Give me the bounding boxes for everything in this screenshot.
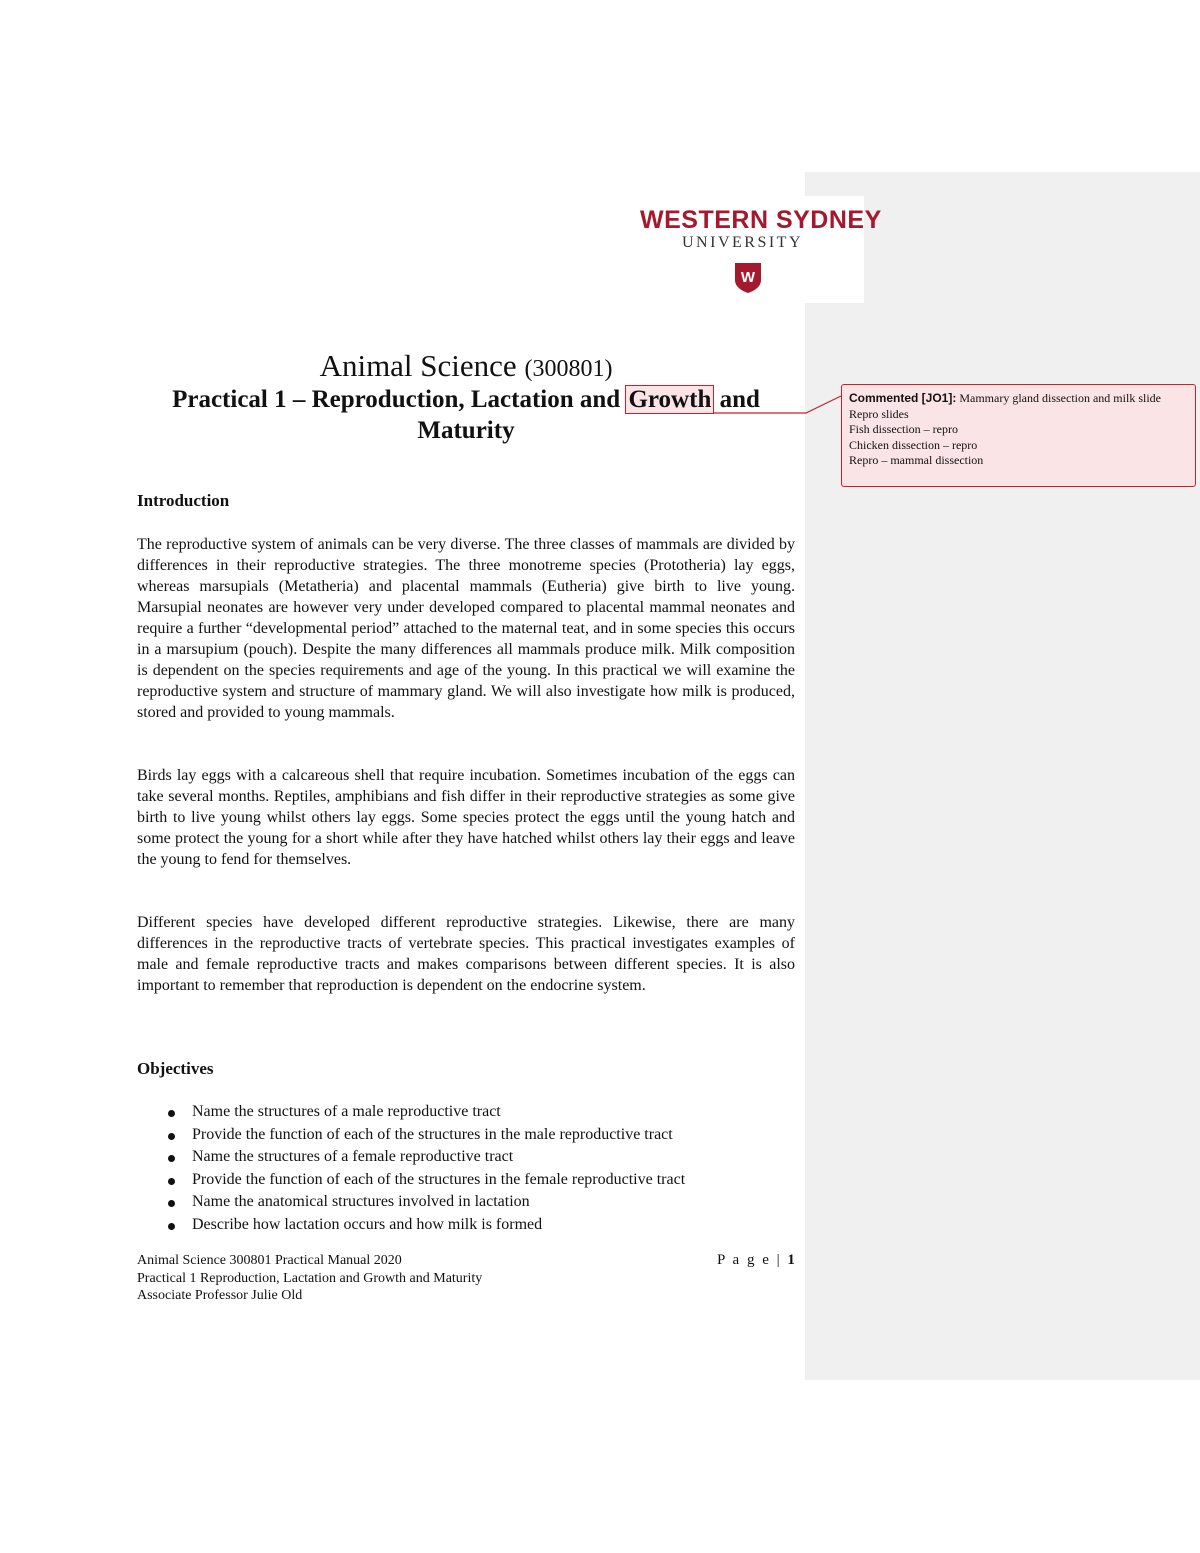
- practical-title: [136, 384, 796, 446]
- list-item: Name the structures of a female reproductive tract: [137, 1146, 797, 1169]
- comment-margin-pane: [805, 172, 1200, 1380]
- svg-text:W: W: [740, 269, 756, 286]
- logo-name-line2: UNIVERSITY: [682, 234, 803, 251]
- bullet-icon: [168, 1223, 175, 1230]
- subtitle-text-after: and Maturity: [417, 386, 760, 444]
- comment-line: Mammary gland dissection and milk slide: [959, 391, 1161, 405]
- comment-line: Repro – mammal dissection: [849, 453, 984, 467]
- course-code: (300801): [524, 356, 613, 382]
- course-title: Animal Science: [319, 348, 517, 383]
- intro-paragraph-2: Birds lay eggs with a calcareous shell that require incubation. Sometimes incubation of the eggs can take several months. Reptiles, amphibians and fish differ in their reproductive strategies as some give birth to live young whilst others lay eggs. Some species protect the eggs until the young hatch and some protect the young for a short while after they have hatched whilst others lay their eggs and leave the young to fend for themselves.: [137, 767, 795, 868]
- bullet-icon: [168, 1133, 175, 1140]
- shield-icon: [734, 262, 762, 294]
- document-title: [136, 347, 796, 388]
- objectives-list: [137, 1101, 797, 1236]
- comment-line: Chicken dissection – repro: [849, 437, 978, 452]
- page-number: [717, 1252, 795, 1269]
- intro-paragraph-1: The reproductive system of animals can be very diverse. The three classes of mammals are divided by differences in their reproductive strategies. The three monotreme species (Prototheria) lay eggs, whereas marsupials (Metatheria) and placental mammals (Eutheria) give birth to live young. Marsupial neonates are however very under developed compared to placental mammal neonates and require a further “developmental period” attached to the maternal teat, and in some species this occurs in a marsupium (pouch). Despite the many differences all mammals produce milk. Milk composition is dependent on the species requirements and age of the young. In this practical we will examine the reproductive system and structure of mammary gland. We will also investigate how milk is produced, stored and provided to young mammals.: [137, 536, 795, 721]
- bullet-icon: [168, 1155, 175, 1162]
- bullet-icon: [168, 1200, 175, 1207]
- bullet-icon: [168, 1110, 175, 1117]
- page-footer: [137, 1252, 797, 1305]
- comment-line: Repro slides: [849, 406, 909, 421]
- list-item: Describe how lactation occurs and how milk is formed: [137, 1214, 797, 1237]
- subtitle-text-before: Practical 1 – Reproduction, Lactation and: [172, 386, 627, 413]
- comment-author: Commented [JO1]:: [849, 391, 957, 405]
- list-item: Provide the function of each of the structures in the female reproductive tract: [137, 1169, 797, 1192]
- footer-line-3: Associate Professor Julie Old: [137, 1288, 303, 1303]
- objectives-heading: Objectives: [137, 1059, 214, 1078]
- footer-line-2: Practical 1 Reproduction, Lactation and Growth and Maturity: [137, 1270, 483, 1286]
- comment-line: Fish dissection – repro: [849, 422, 958, 436]
- logo-name-line1: WESTERN SYDNEY: [640, 206, 882, 234]
- comment-balloon[interactable]: [841, 384, 1196, 487]
- page-label: P a g e |: [717, 1252, 782, 1268]
- footer-line-1: Animal Science 300801 Practical Manual 2020: [137, 1253, 402, 1268]
- list-item: Name the structures of a male reproductive tract: [137, 1101, 797, 1124]
- bullet-icon: [168, 1178, 175, 1185]
- university-logo: [630, 196, 882, 303]
- list-item: Name the anatomical structures involved in lactation: [137, 1191, 797, 1214]
- commented-text-highlight[interactable]: Growth: [628, 386, 712, 413]
- page-number-value: 1: [787, 1252, 795, 1268]
- intro-paragraph-3: Different species have developed different reproductive strategies. Likewise, there are many differences in the reproductive tracts of vertebrate species. This practical investigates examples of male and female reproductive tracts and makes comparisons between different species. It is also important to remember that reproduction is dependent on the endocrine system.: [137, 914, 795, 994]
- introduction-heading: Introduction: [137, 491, 230, 510]
- list-item: Provide the function of each of the structures in the male reproductive tract: [137, 1124, 797, 1147]
